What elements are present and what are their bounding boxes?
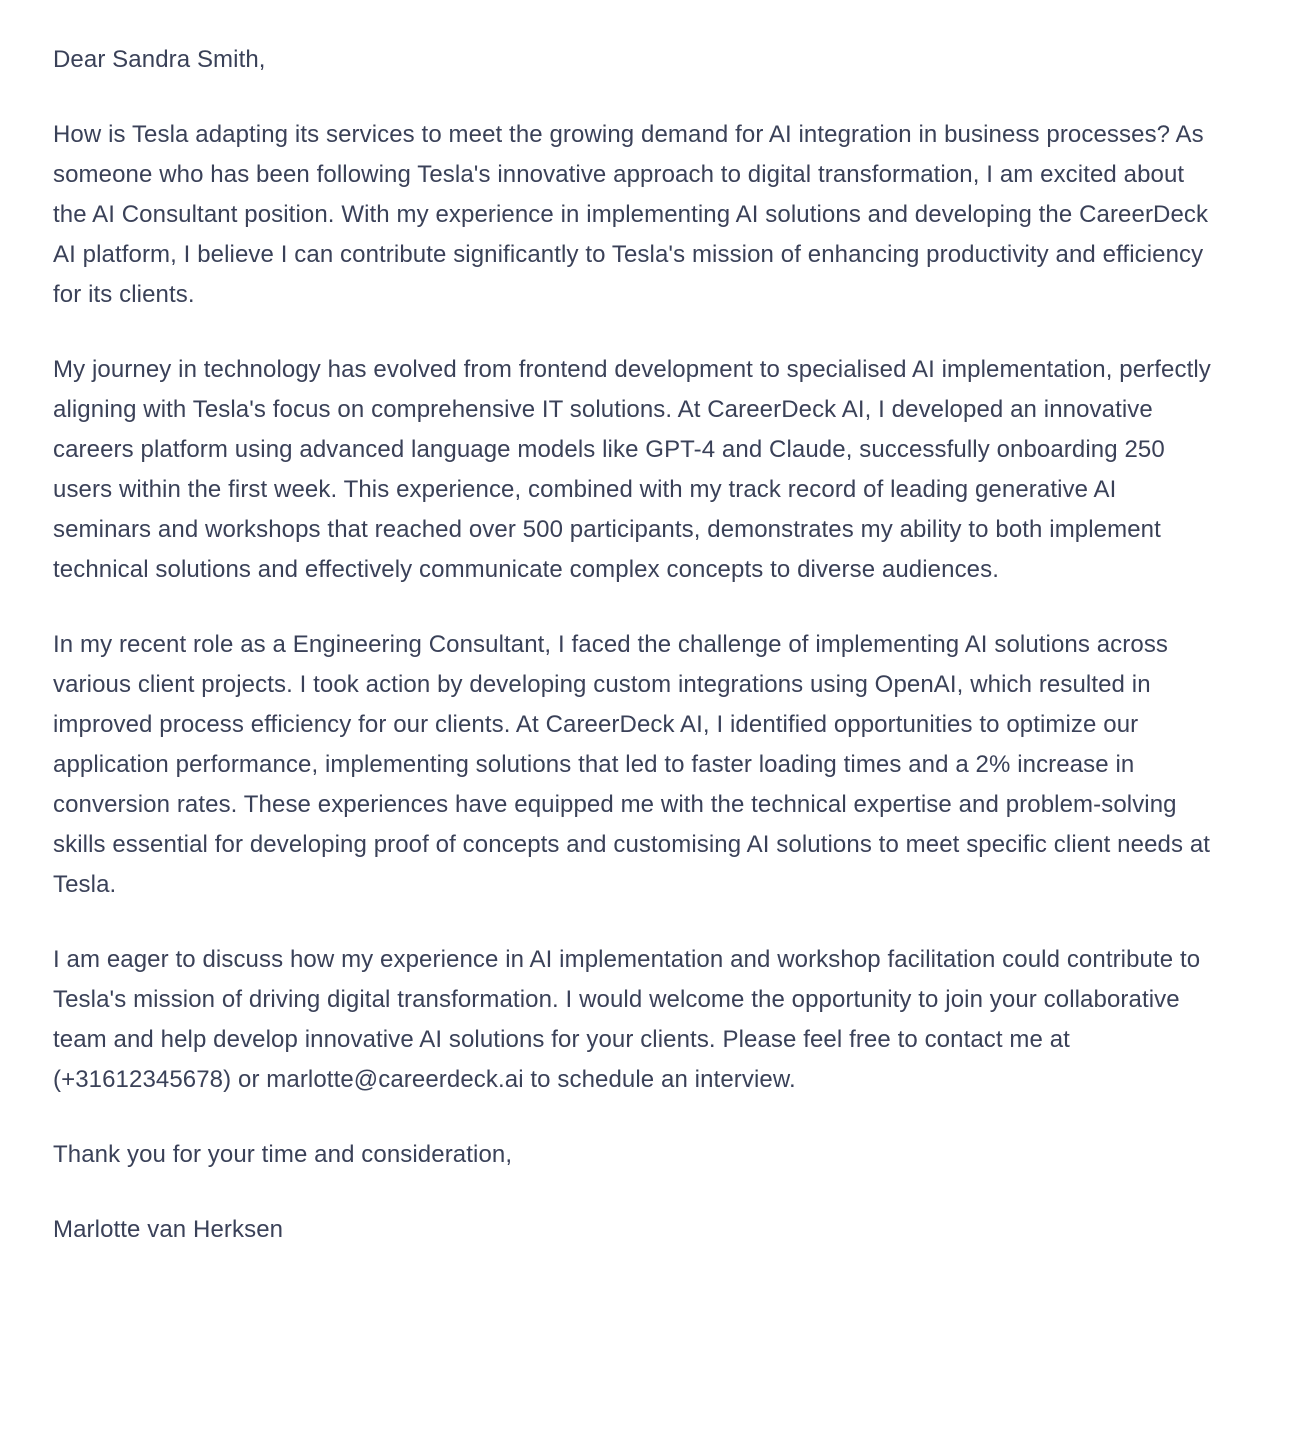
paragraph-experience: In my recent role as a Engineering Consultant, I faced the challenge of implementing AI solutions across various client projects. I took action by developing custom integrations using OpenAI, which resulted in improved process efficiency for our clients. At CareerDeck AI, I identified opportunities to optimize our application performance, implementing solutions that led to faster loading times and a 2% increase in conversion rates. These experiences have equipped me with the technical expertise and problem-solving skills essential for developing proof of concepts and customising AI solutions to meet specific client needs at Tesla. — [53, 631, 1217, 898]
salutation-line: Dear Sandra Smith, — [53, 46, 266, 73]
paragraph-background: My journey in technology has evolved from frontend development to specialised AI implementation, perfectly aligning with Tesla's focus on comprehensive IT solutions. At CareerDeck AI, I developed an innovative careers platform using advanced language models like GPT-4 and Claude, successfully onboarding 250 users within the first week. This experience, combined with my track record of leading generative AI seminars and workshops that reached over 500 participants, demonstrates my ability to both implement technical solutions and effectively communicate complex concepts to diverse audiences. — [53, 356, 1218, 583]
paragraph-closing-pitch: I am eager to discuss how my experience in AI implementation and workshop facilitation could contribute to Tesla's mission of driving digital transformation. I would welcome the opportunity to join your collaborative team and help develop innovative AI solutions for your clients. Please feel free to contact me at (+31612345678) or marlotte@careerdeck.ai to schedule an interview. — [53, 946, 1207, 1093]
paragraph-intro: How is Tesla adapting its services to meet the growing demand for AI integration in business processes? As someone who has been following Tesla's innovative approach to digital transformation, I am excited about the AI Consultant position. With my experience in implementing AI solutions and developing the CareerDeck AI platform, I believe I can contribute significantly to Tesla's mission of enhancing productivity and efficiency for its clients. — [53, 121, 1214, 308]
closing-line: Thank you for your time and consideration, — [53, 1141, 513, 1168]
signature-name: Marlotte van Herksen — [53, 1216, 284, 1243]
